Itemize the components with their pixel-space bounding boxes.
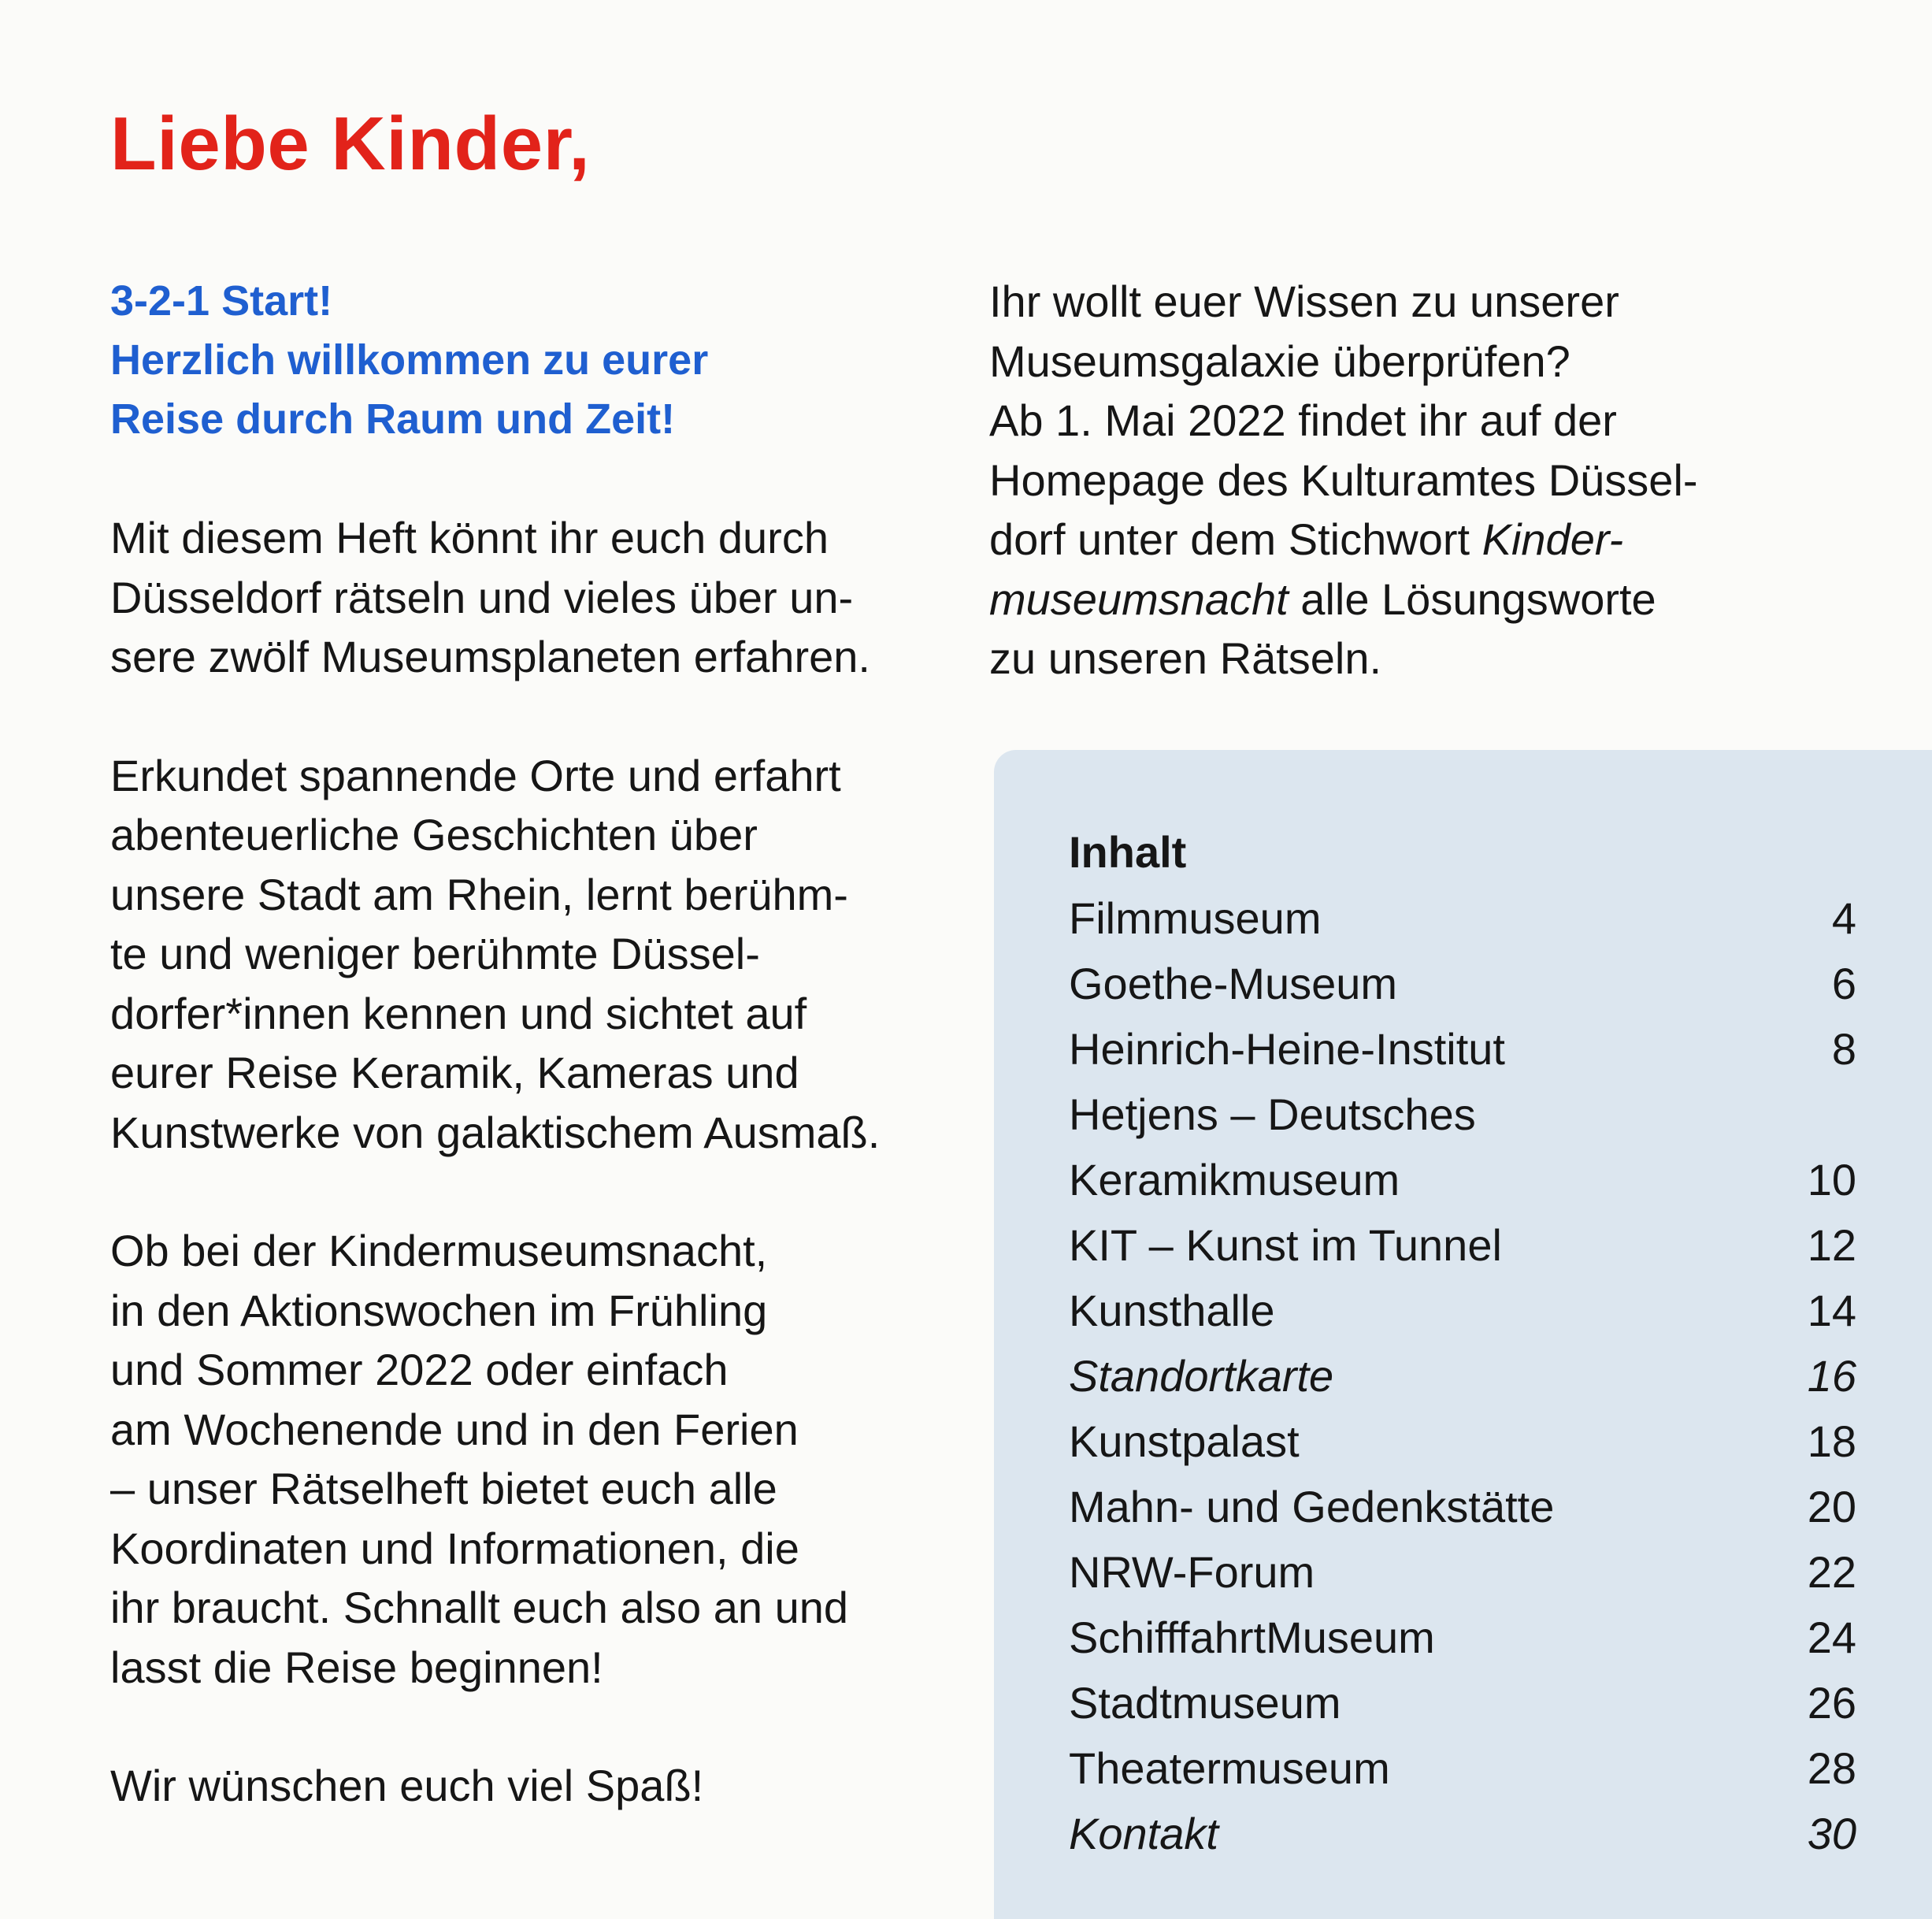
toc-entry [1069,1082,1856,1212]
toc-entry-page: 8 [1831,1024,1856,1074]
text-line: Düsseldorf rätseln und vieles über un- [110,572,854,622]
keyword-part-2: museumsnacht [989,573,1289,624]
toc-entry-name: KIT – Kunst im Tunnel [1069,1220,1502,1270]
toc-entry [1069,1278,1856,1343]
toc-entry [1069,1539,1856,1605]
toc-entry [1069,1016,1856,1082]
intro-line: Reise durch Raum und Zeit! [110,395,676,443]
text-line: zu unseren Rätseln. [989,633,1382,683]
toc-entry-name: Goethe-Museum [1069,959,1398,1008]
toc-entry-page: 20 [1807,1482,1856,1531]
intro-heading [110,272,969,449]
text-line: ihr braucht. Schnallt euch also an und [110,1583,849,1632]
text-line: Koordinaten und Informationen, die [110,1523,799,1573]
paragraph-1 [110,508,969,687]
text-segment: dorf unter dem Stichwort [989,514,1482,564]
toc-entry-name [1069,1082,1476,1212]
text-line: am Wochenende und in den Ferien [110,1404,799,1454]
toc-entry-name: SchifffahrtMuseum [1069,1613,1435,1662]
text-line: te und weniger berühmte Düssel- [110,929,760,978]
text-line: – unser Rätselheft bietet euch alle [110,1464,777,1513]
text-line: Mit diesem Heft könnt ihr euch durch [110,513,829,562]
text-line: Ob bei der Kindermuseumsnacht, [110,1226,768,1275]
paragraph-2 [110,746,969,1163]
text-line: sere zwölf Museumsplaneten erfahren. [110,632,870,681]
toc-entry-name: Heinrich-Heine-Institut [1069,1024,1505,1074]
toc-entry [1069,1474,1856,1539]
toc-entry-name: Stadtmuseum [1069,1678,1341,1728]
text-line: und Sommer 2022 oder einfach [110,1345,729,1394]
toc-entry-name-line: Hetjens – Deutsches [1069,1089,1476,1139]
intro-line: 3-2-1 Start! [110,277,333,325]
toc-list [1069,819,1856,1866]
text-line: eurer Reise Keramik, Kameras und [110,1048,799,1097]
text-line: lasst die Reise beginnen! [110,1642,603,1692]
toc-entry-name: Kunstpalast [1069,1416,1300,1466]
paragraph-3 [110,1221,969,1697]
text-line: unsere Stadt am Rhein, lernt berühm- [110,869,848,919]
toc-entry [1069,1801,1856,1866]
text-line: Kunstwerke von galaktischem Ausmaß. [110,1107,881,1157]
toc-entry-page: 4 [1831,893,1856,943]
toc-entry-page: 18 [1807,1416,1856,1466]
table-of-contents [994,750,1932,1919]
text-line: in den Aktionswochen im Frühling [110,1285,768,1335]
text-line [989,510,1777,570]
toc-entry-name: Theatermuseum [1069,1743,1390,1793]
toc-entry [1069,1212,1856,1278]
toc-entry [1069,951,1856,1016]
text-line: dorfer*innen kennen und sichtet auf [110,988,807,1038]
toc-entry-page: 10 [1807,1155,1856,1204]
toc-entry-page: 28 [1807,1743,1856,1793]
text-line: Erkundet spannende Orte und erfahrt [110,750,841,800]
toc-entry-name-line: Keramikmuseum [1069,1155,1400,1204]
paragraph-right [989,272,1777,689]
toc-entry [1069,1735,1856,1801]
toc-entry [1069,1670,1856,1735]
toc-entry-name: Filmmuseum [1069,893,1322,943]
toc-entry [1069,885,1856,951]
toc-heading: Inhalt [1069,827,1187,877]
toc-entry-page: 22 [1807,1547,1856,1597]
text-line [989,570,1777,629]
toc-entry-page: 30 [1807,1809,1856,1858]
toc-entry-name: Standortkarte [1069,1351,1334,1401]
left-column [110,272,969,1875]
toc-entry-name: Kontakt [1069,1809,1218,1858]
toc-entry-page: 16 [1807,1351,1856,1401]
toc-entry-page: 14 [1807,1286,1856,1335]
page-title: Liebe Kinder, [110,102,591,186]
toc-entry-name: Kunsthalle [1069,1286,1275,1335]
intro-line: Herzlich willkommen zu eurer [110,336,709,384]
text-line: Homepage des Kulturamtes Düssel- [989,455,1698,505]
right-column [989,272,1777,748]
toc-entry [1069,1605,1856,1670]
text-segment: alle Lösungsworte [1288,573,1656,624]
text-line: Museumsgalaxie überprüfen? [989,336,1570,386]
toc-entry-name: Mahn- und Gedenkstätte [1069,1482,1555,1531]
toc-entry-page: 24 [1807,1613,1856,1662]
text-line: abenteuerliche Geschichten über [110,810,758,859]
keyword-part-1: Kinder- [1481,514,1624,564]
toc-entry-name: NRW-Forum [1069,1547,1315,1597]
closing-line: Wir wünschen euch viel Spaß! [110,1761,704,1810]
toc-entry-page: 12 [1807,1220,1856,1270]
toc-entry [1069,1409,1856,1474]
text-line: Ab 1. Mai 2022 findet ihr auf der [989,395,1617,445]
text-line: Ihr wollt euer Wissen zu unserer [989,277,1619,326]
toc-entry-page: 6 [1831,959,1856,1008]
toc-entry-page: 26 [1807,1678,1856,1728]
toc-entry [1069,1343,1856,1409]
